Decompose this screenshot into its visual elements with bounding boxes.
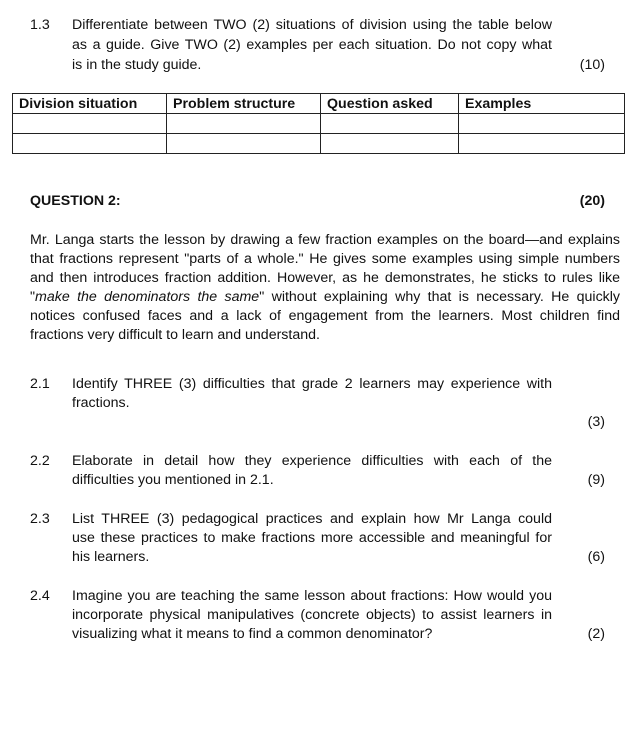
table-cell[interactable] — [167, 114, 321, 134]
table-row — [13, 114, 625, 134]
question-2-marks: (20) — [579, 193, 605, 209]
paragraph-line: that fractions represent "parts of a whole." He gives some examples using simple numbers — [30, 251, 620, 267]
table-header-cell: Problem structure — [167, 94, 321, 114]
marks-label: (10) — [579, 57, 605, 73]
question-text-line: visualizing what it means to find a common denominator? — [72, 626, 433, 642]
question-text-line: fractions. — [72, 395, 130, 411]
table-cell[interactable] — [13, 134, 167, 154]
table-cell[interactable] — [167, 134, 321, 154]
question-text-line: Imagine you are teaching the same lesson about fractions: How would you — [72, 588, 552, 604]
question-text-line: his learners. — [72, 549, 150, 565]
paragraph-line: Mr. Langa starts the lesson by drawing a few fraction examples on the board—and explains — [30, 232, 620, 248]
question-number: 2.4 — [30, 588, 50, 604]
table-header-cell: Division situation — [13, 94, 167, 114]
question-text-line: is in the study guide. — [72, 57, 202, 73]
table-cell[interactable] — [321, 114, 459, 134]
question-number: 2.1 — [30, 376, 50, 392]
paragraph-line: notices confused faces and a lack of engagement from the learners. Most children find — [30, 308, 620, 324]
question-text-line: difficulties you mentioned in 2.1. — [72, 472, 274, 488]
question-number: 2.2 — [30, 453, 50, 469]
marks-label: (6) — [587, 549, 605, 565]
question-2-title: QUESTION 2: — [30, 193, 121, 209]
table-header-row — [13, 94, 625, 114]
question-number: 1.3 — [30, 17, 50, 33]
question-text-line: Elaborate in detail how they experience difficulties with each of the — [72, 453, 552, 469]
question-text-line: use these practices to make fractions more accessible and meaningful for — [72, 530, 552, 546]
question-text-line: Identify THREE (3) difficulties that grade 2 learners may experience with — [72, 376, 552, 392]
table-cell[interactable] — [459, 134, 625, 154]
table-header-cell: Examples — [459, 94, 625, 114]
table-row — [13, 134, 625, 154]
paragraph-line-with-quote — [30, 288, 620, 307]
table-cell[interactable] — [13, 114, 167, 134]
marks-label: (9) — [587, 472, 605, 488]
open-quote: " — [30, 289, 36, 305]
division-table — [12, 93, 625, 154]
quoted-rule: make the denominators the same — [35, 289, 260, 305]
question-text-line: incorporate physical manipulatives (concrete objects) to assist learners in — [72, 607, 552, 623]
marks-label: (2) — [587, 626, 605, 642]
question-text-line: List THREE (3) pedagogical practices and explain how Mr Langa could — [72, 511, 552, 527]
question-number: 2.3 — [30, 511, 50, 527]
paragraph-line-end: He quickly — [551, 289, 620, 305]
quote-continuation: " without explaining why that is necessary. — [259, 289, 544, 305]
question-text-line: Differentiate between TWO (2) situations of division using the table below — [72, 17, 552, 33]
paragraph-line: fractions very difficult to learn and understand. — [30, 327, 320, 343]
marks-label: (3) — [587, 414, 605, 430]
table-cell[interactable] — [459, 114, 625, 134]
table-cell[interactable] — [321, 134, 459, 154]
question-text-line: as a guide. Give TWO (2) examples per each situation. Do not copy what — [72, 37, 552, 53]
table-header-cell: Question asked — [321, 94, 459, 114]
paragraph-line: and then introduces fraction addition. However, as he demonstrates, he sticks to rules like — [30, 270, 620, 286]
